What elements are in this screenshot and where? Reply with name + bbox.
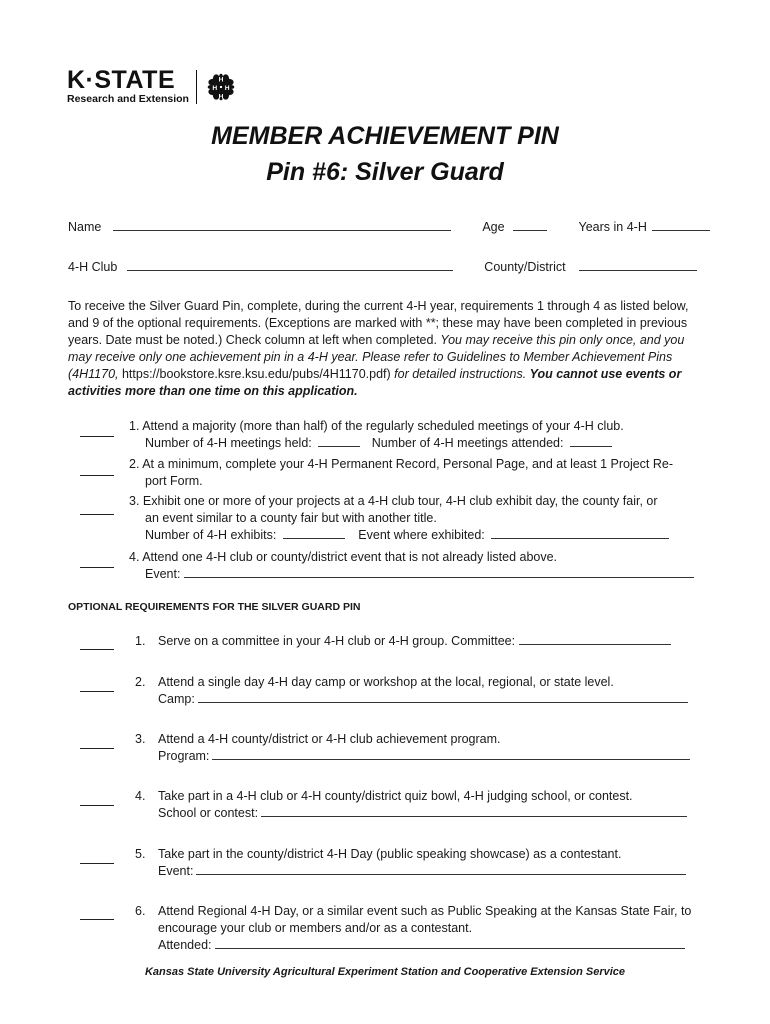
optional-3 — [135, 731, 700, 765]
check-box-req-1[interactable] — [80, 436, 114, 437]
name-label: Name — [68, 220, 102, 234]
check-box-opt-5[interactable] — [80, 863, 114, 864]
requirement-text: Number of 4-H meetings held: — [145, 436, 312, 450]
county-label: County/District — [484, 260, 566, 274]
contest-field[interactable] — [261, 805, 687, 817]
page-footer: Kansas State University Agricultural Experiment Station and Cooperative Extension Service — [144, 966, 626, 978]
requirement-4 — [129, 549, 699, 583]
optional-text: Program: — [158, 749, 210, 763]
meetings-held-field[interactable] — [318, 435, 360, 447]
optional-text: Attended: — [158, 938, 212, 952]
day-event-field[interactable] — [196, 863, 686, 875]
svg-text:H: H — [218, 93, 224, 101]
requirement-text: Event where exhibited: — [358, 528, 485, 542]
requirement-1 — [129, 418, 699, 452]
years-field[interactable] — [652, 219, 710, 231]
optional-4 — [135, 788, 700, 822]
optional-text: Event: — [158, 864, 194, 878]
event-field[interactable] — [184, 566, 694, 578]
check-box-opt-3[interactable] — [80, 748, 114, 749]
optional-text: Attend a 4-H county/district or 4-H club achievement program. — [158, 732, 501, 746]
item-number: 3. — [135, 732, 146, 746]
item-number: 4. — [135, 789, 146, 803]
optional-text: Take part in a 4-H club or 4-H county/district quiz bowl, 4-H judging school, or contest. — [158, 789, 633, 803]
svg-text:H: H — [212, 84, 218, 92]
page-subtitle: Pin #6: Silver Guard — [266, 158, 504, 186]
exhibit-event-field[interactable] — [491, 527, 669, 539]
optional-heading: OPTIONAL REQUIREMENTS FOR THE SILVER GUARD PIN — [68, 601, 361, 613]
optional-2 — [135, 674, 700, 708]
age-label: Age — [482, 220, 505, 234]
name-field[interactable] — [113, 219, 451, 231]
optional-text: Attend Regional 4-H Day, or a similar event such as Public Speaking at the Kansas State Fair, to — [158, 904, 692, 918]
requirement-text: 4. Attend one 4-H club or county/district event that is not already listed above. — [129, 550, 558, 564]
requirement-text: 2. At a minimum, complete your 4-H Permanent Record, Personal Page, and at least 1 Project Re- — [129, 457, 674, 471]
guidelines-link[interactable]: https://bookstore.ksre.ksu.edu/pubs/4H1170.pdf) — [121, 367, 391, 381]
name-row — [68, 219, 710, 234]
check-box-opt-1[interactable] — [80, 649, 114, 650]
committee-field[interactable] — [519, 633, 671, 645]
check-box-opt-2[interactable] — [80, 691, 114, 692]
svg-text:H: H — [218, 76, 224, 84]
instructions-text: To receive the Silver Guard Pin, complete, during the current 4-H year, requirements 1 through 4 as listed below, and 9 of the optional requirements. (Exceptions are marked with **; these may have been completed in previous years. Date must be noted.) Check column at left when completed. — [68, 299, 689, 347]
check-box-req-4[interactable] — [80, 567, 114, 568]
county-field[interactable] — [579, 259, 697, 271]
meetings-attended-field[interactable] — [570, 435, 612, 447]
check-box-req-3[interactable] — [80, 514, 114, 515]
item-number: 2. — [135, 675, 146, 689]
4-h-clover-icon — [202, 68, 240, 106]
item-number: 5. — [135, 847, 146, 861]
club-label: 4-H Club — [68, 260, 118, 274]
requirement-3 — [129, 493, 699, 544]
optional-text: Camp: — [158, 692, 195, 706]
attended-field[interactable] — [215, 937, 685, 949]
optional-1 — [135, 633, 700, 650]
instructions-warning: You cannot use events or activities more than one time on this application. — [68, 367, 682, 398]
logo-subtitle: Research and Extension — [67, 93, 189, 105]
check-box-req-2[interactable] — [80, 475, 114, 476]
svg-text:H: H — [224, 84, 230, 92]
instructions-italic-2: for detailed instructions. — [394, 367, 527, 381]
item-number: 6. — [135, 904, 146, 918]
optional-5 — [135, 846, 700, 880]
optional-6 — [135, 903, 700, 954]
program-field[interactable] — [212, 748, 690, 760]
club-field[interactable] — [127, 259, 453, 271]
page-title: MEMBER ACHIEVEMENT PIN — [211, 122, 559, 150]
requirement-text: Event: — [145, 567, 181, 581]
requirement-text: 3. Exhibit one or more of your projects at a 4-H club tour, 4-H club exhibit day, the county fair, or — [129, 494, 658, 508]
age-field[interactable] — [513, 219, 547, 231]
check-box-opt-4[interactable] — [80, 805, 114, 806]
optional-text: encourage your club or members and/or as a contestant. — [158, 921, 473, 935]
requirement-text: Number of 4-H meetings attended: — [371, 436, 564, 450]
instructions-italic: You may receive this pin only once, and you may receive only one achievement pin in a 4-H year. Please refer to Guidelines to Member Achievement Pins (4H1170, — [68, 333, 685, 381]
requirement-text: Number of 4-H exhibits: — [145, 528, 277, 542]
requirement-text: port Form. — [145, 474, 203, 488]
logo-wordmark: K·STATE — [67, 66, 176, 94]
item-number: 1. — [135, 634, 146, 648]
camp-field[interactable] — [198, 691, 688, 703]
exhibits-count-field[interactable] — [283, 527, 345, 539]
optional-text: Serve on a committee in your 4-H club or 4-H group. Committee: — [158, 634, 516, 648]
kstate-logo — [67, 68, 247, 108]
check-box-opt-6[interactable] — [80, 919, 114, 920]
requirement-2 — [129, 456, 699, 490]
optional-text: School or contest: — [158, 806, 259, 820]
requirement-text: an event similar to a county fair but with another title. — [145, 511, 437, 525]
logo-divider — [196, 70, 197, 104]
requirement-text: 1. Attend a majority (more than half) of the regularly scheduled meetings of your 4-H club. — [129, 419, 624, 433]
club-row — [68, 259, 697, 274]
instructions-paragraph — [68, 298, 708, 400]
optional-text: Attend a single day 4-H day camp or workshop at the local, regional, or state level. — [158, 675, 614, 689]
years-label: Years in 4-H — [578, 220, 647, 234]
optional-text: Take part in the county/district 4-H Day (public speaking showcase) as a contestant. — [158, 847, 622, 861]
